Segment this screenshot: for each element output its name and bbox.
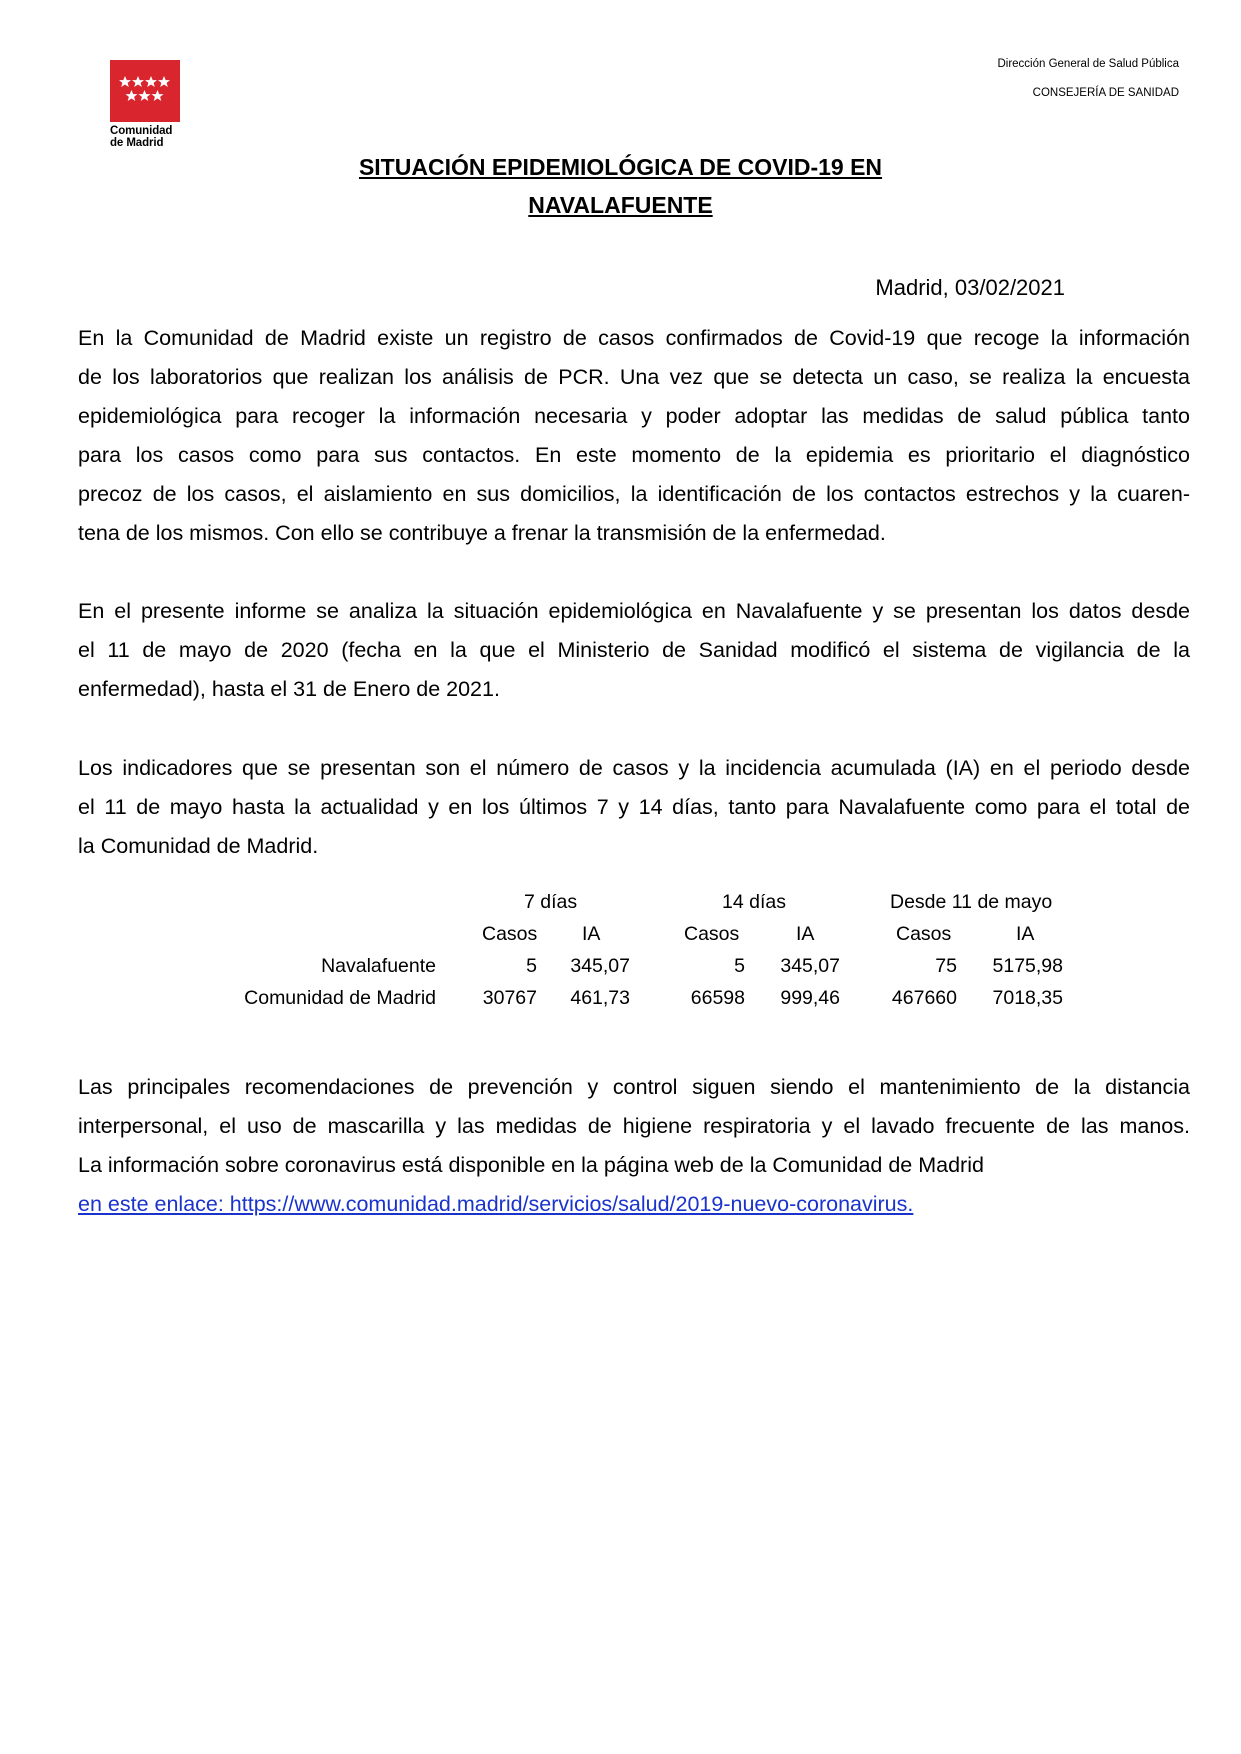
paragraph-recommendations bbox=[78, 1068, 1190, 1224]
paragraph-line: para los casos como para sus contactos. En este momento de la epidemia es prioritario el diagnóstico bbox=[78, 443, 1190, 467]
table-cell: 5175,98 bbox=[992, 955, 1063, 977]
paragraph-line: la Comunidad de Madrid. bbox=[78, 834, 319, 858]
table-cell: 467660 bbox=[891, 987, 957, 1009]
table-cell: 7018,35 bbox=[992, 987, 1063, 1009]
table-cell: 66598 bbox=[690, 987, 745, 1009]
table-cell: 345,07 bbox=[570, 955, 630, 977]
logo-text-line1: Comunidad bbox=[110, 125, 173, 137]
table-row-label: Navalafuente bbox=[321, 955, 436, 977]
paragraph-line: tena de los mismos. Con ello se contribuye a frenar la transmisión de la enfermedad. bbox=[78, 521, 886, 545]
paragraph-line: La información sobre coronavirus está disponible en la página web de la Comunidad de Madrid bbox=[78, 1153, 984, 1177]
table-cell: 345,07 bbox=[780, 955, 840, 977]
paragraph-line: epidemiológica para recoger la información necesaria y poder adoptar las medidas de salud pública tanto bbox=[78, 404, 1190, 428]
paragraph-intro bbox=[78, 319, 1190, 553]
coronavirus-info-link[interactable]: en este enlace: https://www.comunidad.madrid/servicios/salud/2019-nuevo-coronavirus. bbox=[78, 1192, 914, 1216]
paragraph-line: el 11 de mayo de 2020 (fecha en la que el Ministerio de Sanidad modificó el sistema de vigilancia de la bbox=[78, 638, 1190, 662]
header-line-direccion: Dirección General de Salud Pública bbox=[997, 58, 1179, 70]
table-cell: 75 bbox=[935, 955, 957, 977]
logo-text bbox=[110, 125, 180, 149]
table-group-header: Desde 11 de mayo bbox=[890, 891, 1053, 913]
table-subheader: Casos bbox=[482, 923, 538, 945]
paragraph-line: precoz de los casos, el aislamiento en sus domicilios, la identificación de los contactos estrechos y la cuaren- bbox=[78, 482, 1190, 506]
table-cell: 30767 bbox=[482, 987, 537, 1009]
title-line2: NAVALAFUENTE bbox=[528, 192, 713, 218]
document-date: Madrid, 03/02/2021 bbox=[875, 275, 1065, 300]
table-group-header: 7 días bbox=[524, 891, 578, 913]
comunidad-madrid-logo bbox=[110, 60, 180, 149]
table-cell: 461,73 bbox=[570, 987, 630, 1009]
header-department bbox=[997, 58, 1179, 99]
table-subheader: Casos bbox=[896, 923, 952, 945]
table-subheader: IA bbox=[796, 923, 815, 945]
paragraph-line: el 11 de mayo hasta la actualidad y en los últimos 7 y 14 días, tanto para Navalafuente como para el total de bbox=[78, 795, 1190, 819]
table-subheader: IA bbox=[582, 923, 601, 945]
paragraph-report-scope bbox=[78, 592, 1190, 709]
logo-stars-icon bbox=[110, 60, 180, 122]
table-cell: 999,46 bbox=[780, 987, 840, 1009]
table-row-label: Comunidad de Madrid bbox=[244, 987, 436, 1009]
table-group-header: 14 días bbox=[722, 891, 786, 913]
header-line-consejeria: CONSEJERÍA DE SANIDAD bbox=[1032, 87, 1179, 99]
title-line1: SITUACIÓN EPIDEMIOLÓGICA DE COVID-19 EN bbox=[358, 154, 883, 180]
paragraph-line: de los laboratorios que realizan los análisis de PCR. Una vez que se detecta un caso, se realiza la encuesta bbox=[78, 365, 1190, 389]
paragraph-line: En la Comunidad de Madrid existe un registro de casos confirmados de Covid-19 que recoge la información bbox=[78, 326, 1190, 350]
table-subheader: IA bbox=[1016, 923, 1035, 945]
paragraph-line: En el presente informe se analiza la situación epidemiológica en Navalafuente y se presentan los datos desde bbox=[78, 599, 1190, 623]
paragraph-line: enfermedad), hasta el 31 de Enero de 2021. bbox=[78, 677, 500, 701]
paragraph-line: interpersonal, el uso de mascarilla y las medidas de higiene respiratoria y el lavado frecuente de las manos. bbox=[78, 1114, 1190, 1138]
table-subheader: Casos bbox=[684, 923, 740, 945]
document-title bbox=[0, 148, 1241, 224]
logo-text-line2: de Madrid bbox=[110, 137, 164, 149]
paragraph-line: Las principales recomendaciones de prevención y control siguen siendo el mantenimiento de la distancia bbox=[78, 1075, 1190, 1099]
logo-flag bbox=[110, 60, 180, 122]
table-cell: 5 bbox=[526, 955, 537, 977]
table-cell: 5 bbox=[734, 955, 745, 977]
paragraph-line: Los indicadores que se presentan son el número de casos y la incidencia acumulada (IA) en el periodo desde bbox=[78, 756, 1190, 780]
paragraph-indicators bbox=[78, 749, 1190, 866]
